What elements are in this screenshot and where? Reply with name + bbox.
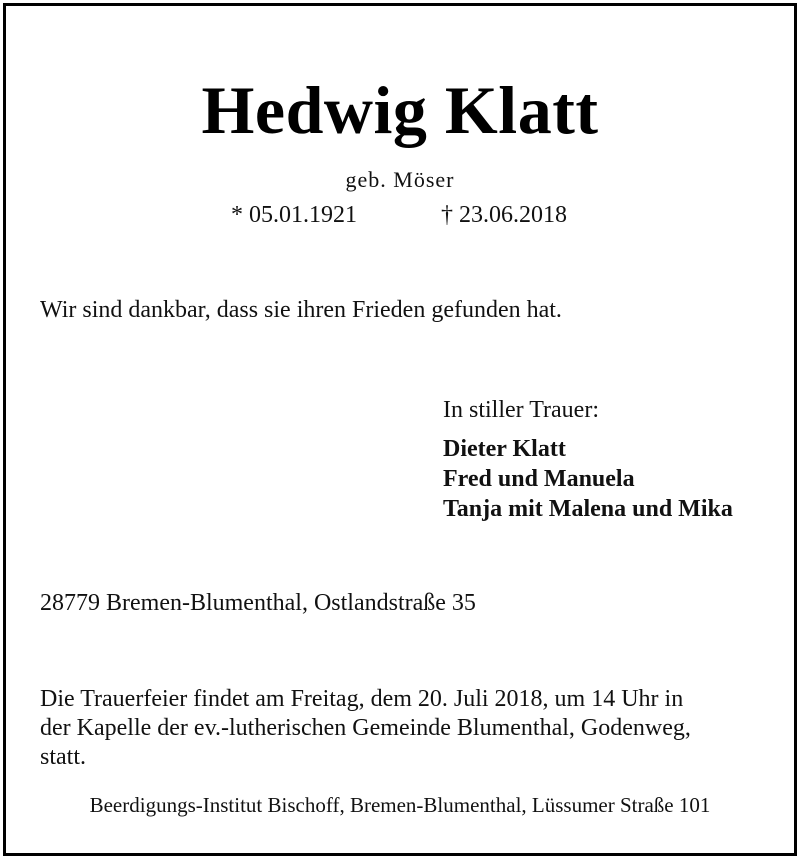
maiden-name: geb. Möser [345,167,455,192]
mourner-name: Tanja mit Malena und Mika [443,496,733,522]
obituary-notice [3,3,797,856]
mourner-name: Fred und Manuela [443,466,635,492]
mourner-name: Dieter Klatt [443,436,566,462]
family-address: 28779 Bremen-Blumenthal, Ostlandstraße 35 [40,590,476,616]
ceremony-line: statt. [40,744,86,770]
gratitude-line: Wir sind dankbar, dass sie ihren Frieden gefunden hat. [40,297,562,323]
deceased-name: Hedwig Klatt [201,72,599,148]
undertaker-info: Beerdigungs-Institut Bischoff, Bremen-Blumenthal, Lüssumer Straße 101 [89,793,711,817]
birth-date: * 05.01.1921 [231,202,357,228]
mourning-label: In stiller Trauer: [443,397,599,423]
mourners-list [443,434,733,524]
ceremony-line: Die Trauerfeier findet am Freitag, dem 20. Juli 2018, um 14 Uhr in [40,686,684,712]
death-date: † 23.06.2018 [441,202,567,228]
ceremony-line: der Kapelle der ev.-lutherischen Gemeinde Blumenthal, Godenweg, [40,715,691,741]
ceremony-info [40,685,780,772]
